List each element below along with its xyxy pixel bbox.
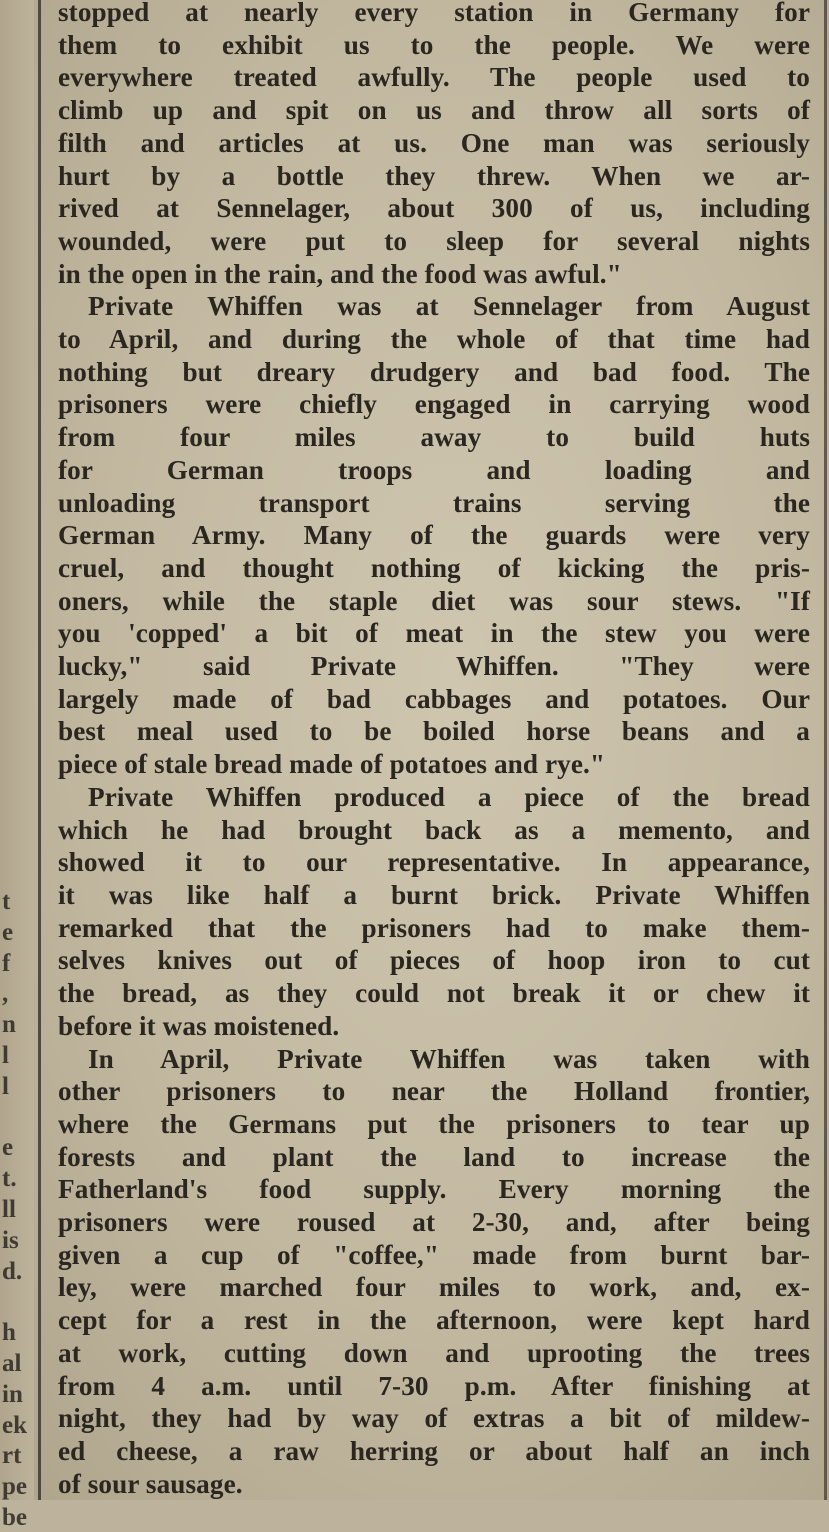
text-line: rived at Sennelager, about 300 of us, including [58, 193, 810, 224]
text-line: hurt by a bottle they threw. When we ar- [58, 160, 810, 191]
text-line: climb up and spit on us and throw all sorts of [58, 95, 810, 126]
text-line: ley, were marched four miles to work, and, ex- [58, 1272, 810, 1303]
fragment-text: is [2, 1226, 19, 1254]
fragment-text: t. [2, 1165, 17, 1193]
fragment-text: ll [2, 1196, 16, 1223]
fragment-text: al [2, 1350, 22, 1377]
text-line: of sour sausage. [58, 1468, 243, 1499]
text-line: Private Whiffen was at Sennelager from August [88, 291, 810, 322]
text-line: lucky," said Private Whiffen. "They were [58, 651, 810, 682]
text-line: at work, cutting down and uprooting the trees [58, 1337, 810, 1368]
text-line: where the Germans put the prisoners to tear up [58, 1108, 810, 1139]
text-line: them to exhibit us to the people. We were [58, 29, 810, 60]
text-line: which he had brought back as a memento, and [58, 814, 810, 845]
text-line: prisoners were chiefly engaged in carrying wood [58, 389, 810, 420]
paragraph-2 [58, 290, 810, 781]
text-line: wounded, were put to sleep for several nights [58, 225, 810, 256]
fragment-text: t [2, 888, 11, 915]
fragment-text: l [2, 1042, 9, 1069]
text-line: unloading transport trains serving the [58, 487, 810, 518]
fragment-text: , [2, 980, 9, 1008]
fragment-text: d. [2, 1257, 23, 1285]
fragment-text: ek [2, 1411, 27, 1439]
article-body [58, 0, 810, 1500]
text-line: nothing but dreary drudgery and bad food. The [58, 356, 810, 387]
text-line: prisoners were roused at 2-30, and, after being [58, 1207, 810, 1238]
text-line: forests and plant the land to increase the [58, 1141, 810, 1172]
text-line: largely made of bad cabbages and potatoes. Our [58, 683, 810, 714]
text-line: cruel, and thought nothing of kicking the pris- [58, 552, 810, 583]
text-line: best meal used to be boiled horse beans and a [58, 716, 810, 747]
text-line: it was like half a burnt brick. Private Whiffen [58, 879, 810, 910]
text-line: night, they had by way of extras a bit of mildew- [58, 1403, 810, 1434]
text-line: other prisoners to near the Holland frontier, [58, 1076, 810, 1107]
fragment-text: e [2, 1134, 14, 1162]
text-line: piece of stale bread made of potatoes and rye." [58, 749, 606, 780]
text-line: remarked that the prisoners had to make them- [58, 912, 810, 943]
fragment-text: e [2, 918, 14, 946]
text-line: Private Whiffen produced a piece of the bread [88, 781, 810, 812]
fragment-text: in [2, 1380, 23, 1408]
paragraph-3 [58, 781, 810, 1043]
fragment-text: n [2, 1011, 16, 1039]
text-line: everywhere treated awfully. The people used to [58, 62, 810, 93]
column-rule-left [38, 0, 41, 1500]
text-line: stopped at nearly every station in Germany for [58, 0, 810, 27]
fragment-text: l [2, 1072, 9, 1100]
text-line: to April, and during the whole of that time had [58, 324, 810, 355]
text-line: given a cup of "coffee," made from burnt bar- [58, 1239, 810, 1270]
text-line: filth and articles at us. One man was seriously [58, 127, 810, 158]
text-line: cept for a rest in the afternoon, were kept hard [58, 1305, 810, 1336]
text-line: ed cheese, a raw herring or about half an inch [58, 1435, 810, 1466]
paragraph-4 [58, 1043, 810, 1501]
text-line: German Army. Many of the guards were very [58, 520, 810, 551]
fragment-text: pe [2, 1473, 27, 1501]
text-line: oners, while the staple diet was sour stews. "If [58, 585, 810, 616]
text-line: you 'copped' a bit of meat in the stew you were [58, 618, 810, 649]
fragment-text: be [2, 1504, 27, 1531]
text-line: in the open in the rain, and the food was awful." [58, 258, 622, 289]
text-line: from four miles away to build huts [58, 422, 810, 453]
text-line: Fatherland's food supply. Every morning the [58, 1174, 810, 1205]
text-line: from 4 a.m. until 7-30 p.m. After finishing at [58, 1370, 810, 1401]
fragment-text: rt [2, 1442, 22, 1470]
text-line: showed it to our representative. In appearance, [58, 847, 810, 878]
column-rule-right [824, 0, 827, 1500]
text-line: In April, Private Whiffen was taken with [88, 1043, 810, 1074]
text-line: for German troops and loading and [58, 454, 810, 485]
text-line: the bread, as they could not break it or chew it [58, 978, 810, 1009]
fragment-text: f [2, 949, 11, 977]
paragraph-1 [58, 0, 810, 290]
fragment-text: h [2, 1319, 16, 1347]
text-line: selves knives out of pieces of hoop iron to cut [58, 945, 810, 976]
adjacent-column-fragment [0, 0, 34, 1531]
text-line: before it was moistened. [58, 1010, 340, 1041]
